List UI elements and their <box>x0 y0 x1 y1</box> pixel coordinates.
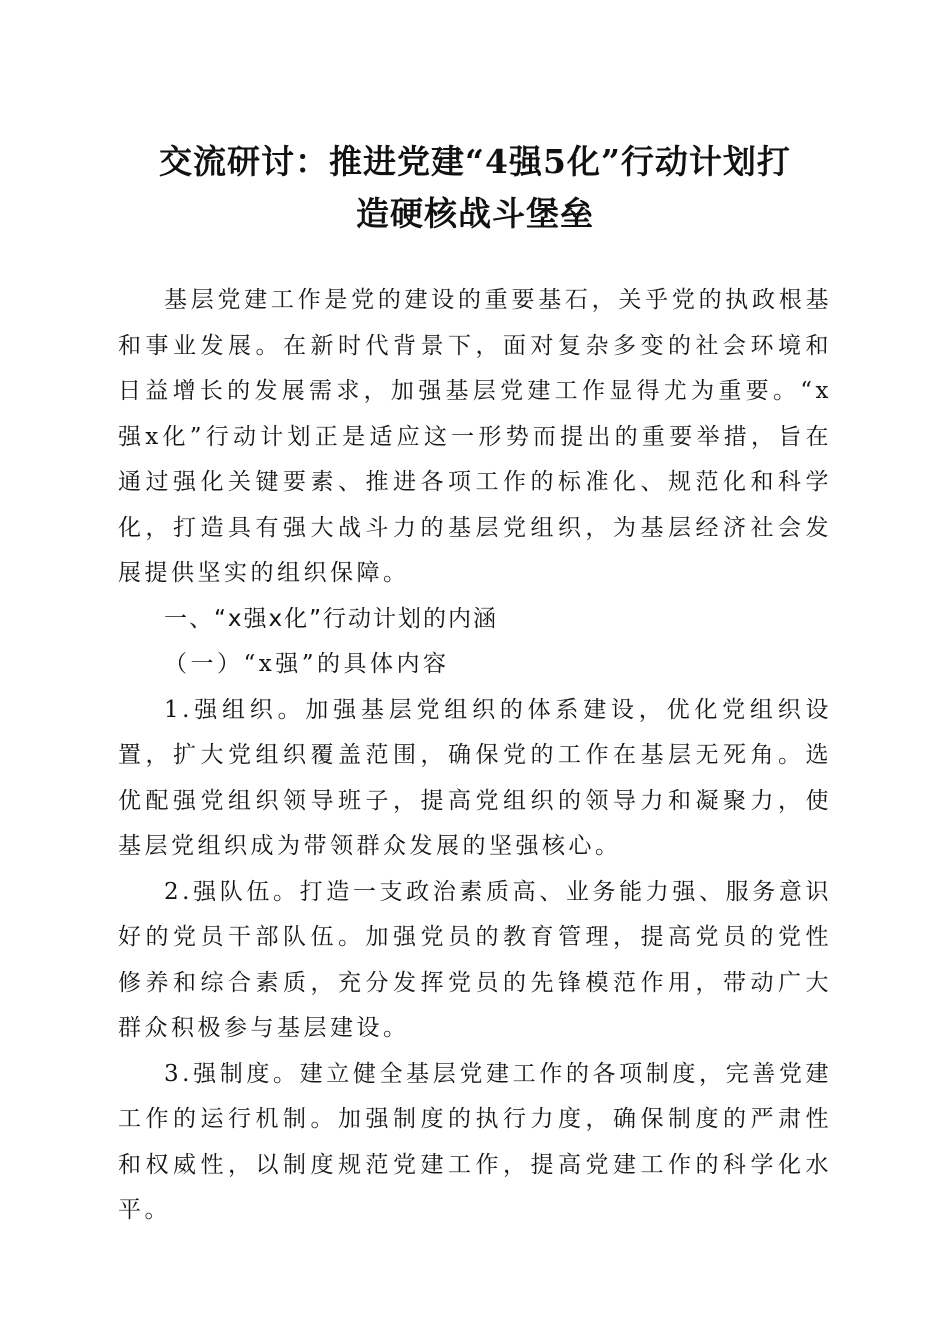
intro-paragraph: 基层党建工作是党的建设的重要基石，关乎党的执政根基和事业发展。在新时代背景下，面对复杂多变的社会环境和日益增长的发展需求，加强基层党建工作显得尤为重要。“x强x化”行动计划正是适应这一形势而提出的重要举措，旨在通过强化关键要素、推进各项工作的标准化、规范化和科学化，打造具有强大战斗力的基层党组织，为基层经济社会发展提供坚实的组织保障。 <box>118 287 832 586</box>
paragraph-strong-team: 2.强队伍。打造一支政治素质高、业务能力强、服务意识好的党员干部队伍。加强党员的教育管理，提高党员的党性修养和综合素质，充分发挥党员的先锋模范作用，带动广大群众积极参与基层建设。 <box>118 878 832 1041</box>
document-title <box>100 136 850 240</box>
paragraph-strong-system: 3.强制度。建立健全基层党建工作的各项制度，完善党建工作的运行机制。加强制度的执行力度，确保制度的严肃性和权威性，以制度规范党建工作，提高党建工作的科学化水平。 <box>118 1060 832 1223</box>
document-body <box>118 278 832 1234</box>
section-heading-1: 一、“x强x化”行动计划的内涵 <box>164 605 499 632</box>
subsection-heading-1: （一）“x强”的具体内容 <box>164 651 450 677</box>
paragraph-strong-organization: 1.强组织。加强基层党组织的体系建设，优化党组织设置，扩大党组织覆盖范围，确保党的工作在基层无死角。选优配强党组织领导班子，提高党组织的领导力和凝聚力，使基层党组织成为带领群众发展的坚强核心。 <box>118 696 832 859</box>
title-line-1: 交流研讨：推进党建“4强5化”行动计划打 <box>159 142 791 181</box>
title-line-2: 造硬核战斗堡垒 <box>356 194 594 233</box>
